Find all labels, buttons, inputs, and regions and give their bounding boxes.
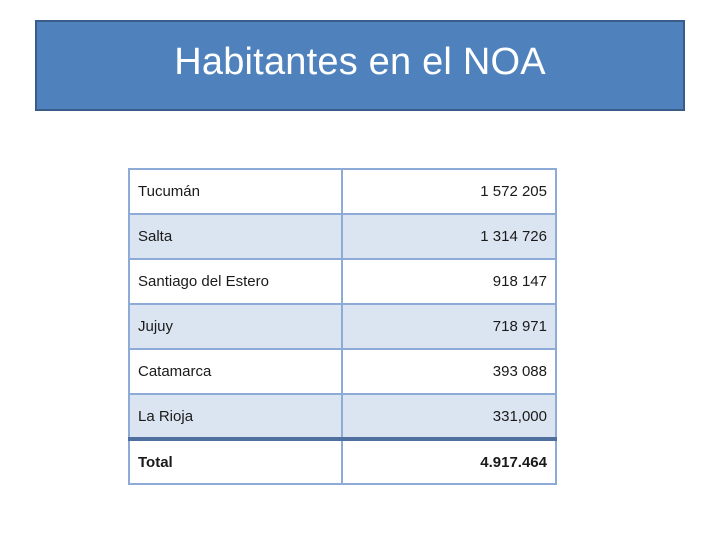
province-cell: Salta: [129, 214, 342, 259]
population-cell: 1 572 205: [342, 169, 556, 214]
page-title: Habitantes en el NOA: [174, 41, 546, 83]
table-row: [129, 304, 556, 349]
population-cell: 918 147: [342, 259, 556, 304]
population-cell: 1 314 726: [342, 214, 556, 259]
province-cell: Santiago del Estero: [129, 259, 342, 304]
table-row: [129, 214, 556, 259]
population-cell: 331,000: [342, 394, 556, 439]
table-row: [129, 394, 556, 439]
province-cell: La Rioja: [129, 394, 342, 439]
population-table: [128, 168, 557, 485]
title-banner: [35, 20, 685, 111]
total-row: [129, 439, 556, 484]
table-row: [129, 169, 556, 214]
table-row: [129, 259, 556, 304]
population-cell: 718 971: [342, 304, 556, 349]
province-cell: Catamarca: [129, 349, 342, 394]
province-cell: Jujuy: [129, 304, 342, 349]
table-row: [129, 349, 556, 394]
total-label: Total: [129, 439, 342, 484]
population-cell: 393 088: [342, 349, 556, 394]
total-value: 4.917.464: [342, 439, 556, 484]
province-cell: Tucumán: [129, 169, 342, 214]
